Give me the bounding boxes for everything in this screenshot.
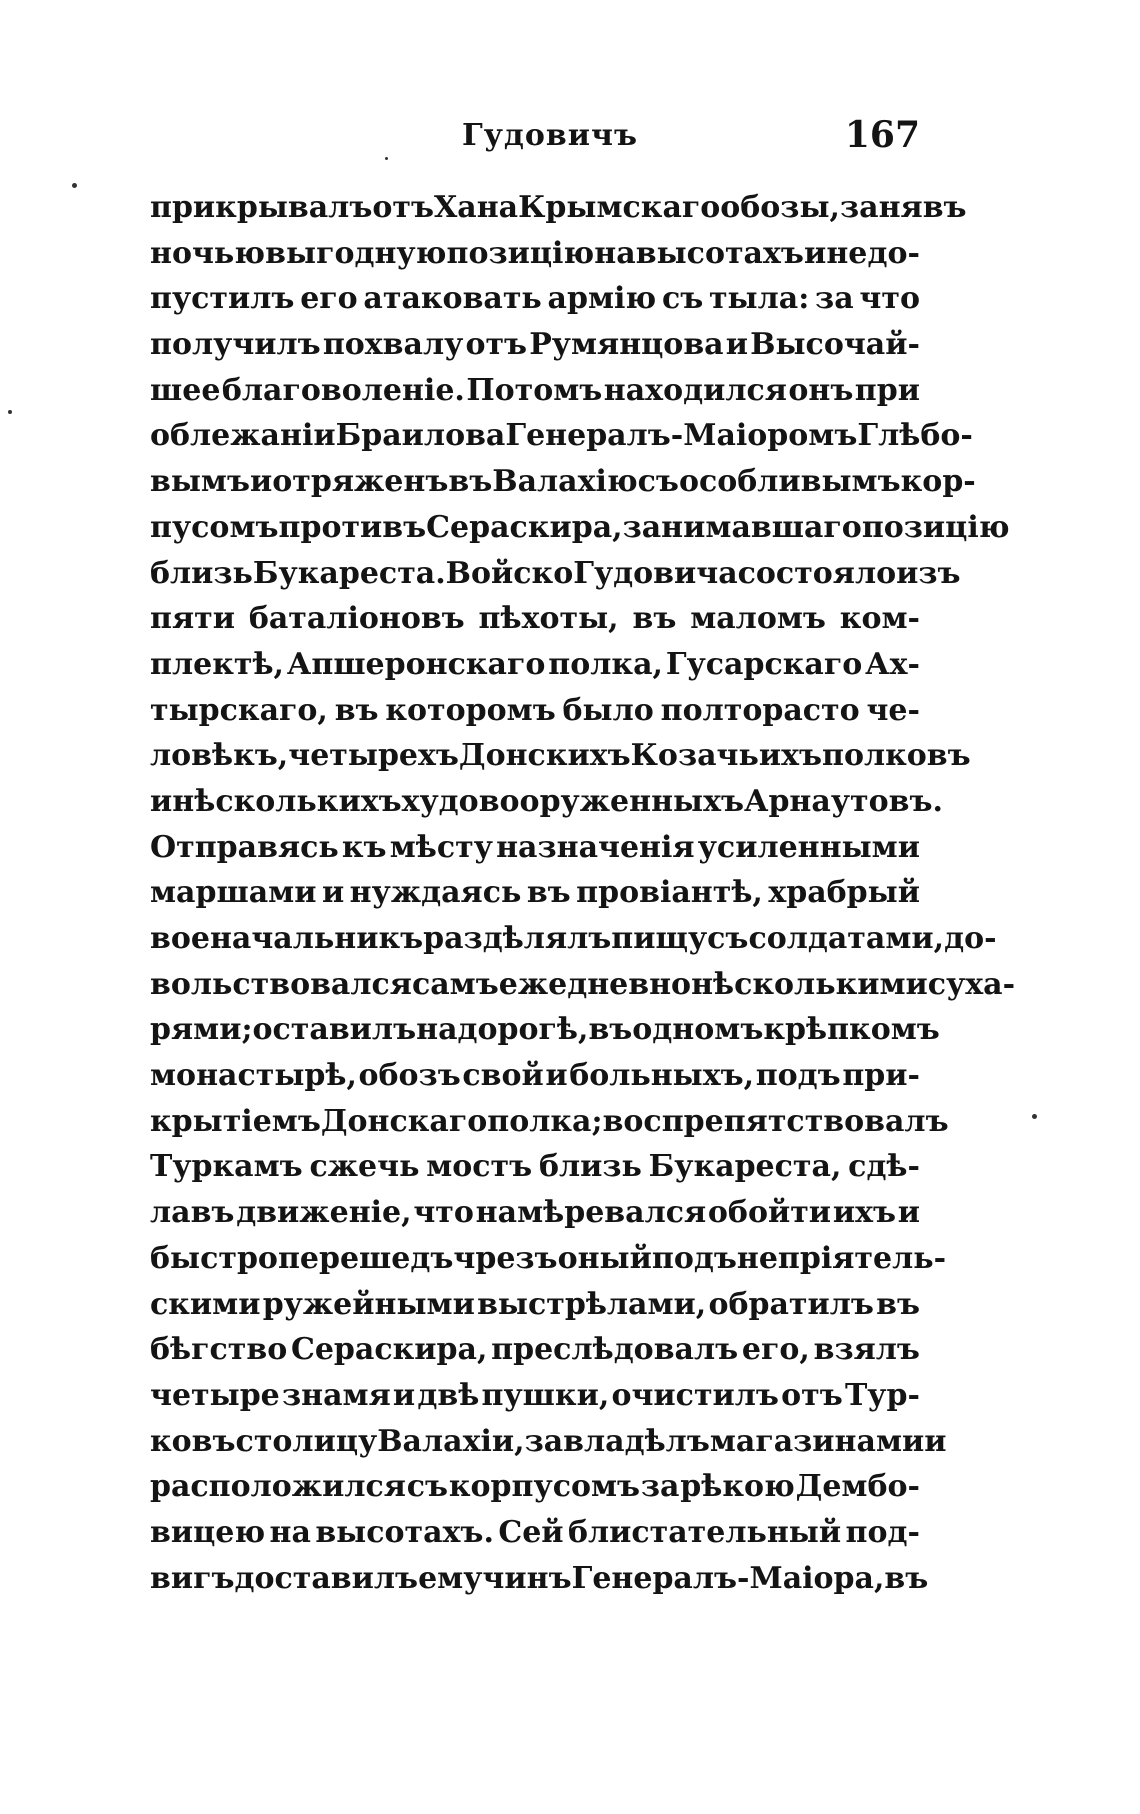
word: движеніе, (236, 1195, 412, 1231)
word: мостъ (426, 1149, 533, 1185)
word: близь (150, 555, 253, 591)
word: обойти (707, 1195, 832, 1231)
word: на (416, 1012, 458, 1048)
word: и (803, 235, 827, 271)
word: мѣсту (389, 829, 493, 865)
word: вооруженныхъ (478, 783, 745, 819)
word: до- (867, 235, 920, 271)
word: Ах- (865, 646, 920, 682)
word: и (725, 327, 748, 363)
word: Букареста, (648, 1149, 842, 1185)
word: и (924, 1423, 947, 1459)
text-line (150, 1053, 920, 1099)
word: Браилова (335, 418, 506, 454)
text-line (150, 962, 1016, 1008)
word: ловѣкъ, (150, 738, 289, 774)
word: благоволеніе. (221, 372, 465, 408)
word: ковъ (150, 1423, 236, 1459)
text-line (150, 596, 920, 642)
word: Арнаутовъ. (744, 783, 943, 819)
word: солдатами, (748, 921, 945, 956)
text-line (150, 1099, 949, 1145)
text-line (150, 1510, 920, 1556)
word: которомъ (385, 692, 556, 728)
word: крѣпкомъ (763, 1012, 940, 1048)
word: полторасто (660, 692, 860, 728)
word: въ (884, 1560, 929, 1596)
text-line (150, 825, 920, 871)
text-line (150, 1373, 920, 1419)
word: было (562, 692, 654, 728)
word: позицію (861, 509, 1010, 545)
word: что (413, 1195, 474, 1231)
body-text (150, 185, 1016, 1601)
word: Хана (433, 190, 519, 225)
word: при- (842, 1058, 920, 1094)
word: маломъ (690, 601, 826, 637)
word: полковъ (822, 738, 971, 774)
word: состояло (737, 555, 897, 591)
word: нѣсколькими (691, 966, 928, 1002)
word: Валахію (492, 464, 638, 500)
word: расположился (150, 1469, 406, 1505)
word: вымъ (150, 464, 250, 500)
word: облежаніи (150, 418, 336, 454)
word: въ (526, 875, 571, 911)
word: Дембо- (795, 1469, 920, 1505)
word: позицію (446, 235, 595, 271)
text-line (150, 1327, 920, 1373)
text-line (150, 870, 920, 916)
text-line (150, 459, 976, 505)
word: обозы, (720, 190, 840, 225)
word: и (150, 783, 173, 819)
word: подъ (755, 1058, 841, 1094)
word: въ (876, 1286, 920, 1322)
word: пустилъ (150, 281, 295, 317)
word: въ (448, 464, 493, 500)
word: быстро (150, 1240, 278, 1276)
word: подъ (651, 1240, 737, 1276)
word: въ (334, 692, 379, 728)
scan-speck (72, 183, 77, 188)
word: преслѣдовалъ (491, 1332, 739, 1368)
word: четырехъ (288, 738, 459, 774)
text-line (150, 1144, 920, 1190)
word: за (815, 281, 854, 317)
word: и (545, 1058, 568, 1094)
word: вольствовался (150, 966, 412, 1002)
word: тыла: (708, 281, 810, 317)
word: баталіоновъ (248, 601, 465, 637)
text-line (150, 1464, 920, 1510)
word: Высочай- (750, 327, 920, 363)
word: одномъ (632, 1012, 764, 1048)
word: за (640, 1469, 680, 1505)
word: его, (741, 1332, 810, 1368)
word: съ (707, 921, 749, 956)
word: Глѣбо- (857, 418, 973, 454)
word: Генералъ-Маіора, (571, 1560, 885, 1596)
text-line (150, 185, 967, 231)
word: высотахъ. (315, 1514, 494, 1550)
word: отъ (465, 327, 528, 363)
word: Туркамъ (150, 1149, 303, 1185)
word: вицею (150, 1514, 266, 1550)
text-line (150, 368, 920, 414)
word: ком- (839, 601, 920, 637)
word: военачальникъ (150, 921, 424, 956)
word: Сей (498, 1514, 564, 1550)
word: обозъ (358, 1058, 461, 1094)
word: сжечь (309, 1149, 420, 1185)
word: его (300, 281, 358, 317)
word: съ (661, 281, 704, 317)
word: Гудовича (573, 555, 738, 591)
word: ему (418, 1560, 483, 1596)
word: получилъ (150, 327, 321, 363)
text-line (150, 1007, 940, 1053)
running-title: Гудовичъ (462, 118, 638, 153)
word: высотахъ (635, 235, 804, 271)
text-line (150, 231, 920, 277)
word: Потомъ (466, 372, 603, 408)
word: онъ (788, 372, 854, 408)
word: находился (603, 372, 787, 408)
word: армію (547, 281, 657, 317)
word: тырскаго, (150, 692, 328, 728)
word: Донскихъ (458, 738, 631, 774)
word: и (321, 875, 345, 911)
scan-speck (8, 410, 12, 414)
word: Валахіи, (377, 1423, 525, 1459)
word: ихъ (832, 1195, 896, 1231)
word: больныхъ, (569, 1058, 755, 1094)
word: Войско (445, 555, 574, 591)
word: монастырѣ, (150, 1058, 357, 1094)
word: въ (588, 1012, 633, 1048)
word: рями; (150, 1012, 253, 1048)
text-line (150, 551, 961, 597)
word: Сераскира, (426, 509, 623, 545)
word: и (250, 464, 273, 500)
word: къ (341, 829, 387, 865)
word: изъ (896, 555, 961, 591)
word: Румянцова (529, 327, 724, 363)
word: завладѣлъ (524, 1423, 710, 1459)
word: плектѣ, (150, 646, 284, 682)
text-line (150, 322, 920, 368)
word: отряженъ (272, 464, 449, 500)
word: дорогѣ, (457, 1012, 589, 1048)
text-line (150, 276, 920, 322)
word: блистательный (567, 1514, 842, 1550)
word: Генералъ-Маіоромъ (505, 418, 858, 454)
word: что (859, 281, 920, 317)
text-line (150, 1236, 947, 1282)
word: под- (845, 1514, 920, 1550)
word: знамя (281, 1377, 391, 1413)
word: Апшеронскаго (286, 646, 546, 682)
word: худо (401, 783, 479, 819)
word: свой (462, 1058, 544, 1094)
word: съ (406, 1469, 449, 1505)
word: сдѣ- (848, 1149, 920, 1185)
word: прикрывалъ (150, 190, 373, 225)
word: выстрѣлами, (477, 1286, 707, 1322)
word: выгодную (265, 235, 447, 271)
word: вигъ (150, 1560, 235, 1596)
word: корпусомъ (448, 1469, 641, 1505)
word: полка, (548, 646, 663, 682)
word: шее (150, 372, 221, 408)
text-line (150, 1190, 920, 1236)
text-line (150, 1556, 929, 1602)
word: че- (866, 692, 920, 728)
word: близь (538, 1149, 642, 1185)
word: намѣревался (475, 1195, 707, 1231)
word: усиленными (697, 829, 920, 865)
word: скими (150, 1286, 261, 1322)
word: доставилъ (234, 1560, 419, 1596)
word: непріятель- (736, 1240, 947, 1276)
word: не (826, 235, 868, 271)
word: магазинами (709, 1423, 925, 1459)
word: пяти (150, 601, 235, 637)
word: храбрый (768, 875, 920, 911)
text-line (150, 1419, 947, 1465)
word: при (854, 372, 920, 408)
word: самъ (411, 966, 499, 1002)
text-line (150, 733, 971, 779)
word: отъ (781, 1377, 843, 1413)
word: противъ (278, 509, 427, 545)
word: до- (944, 921, 997, 956)
word: бѣгство (150, 1332, 288, 1368)
word: похвалу (322, 327, 464, 363)
word: съ (637, 464, 679, 500)
word: Козачьихъ (630, 738, 822, 774)
word: особливымъ (678, 464, 901, 500)
word: назначенія (496, 829, 695, 865)
word: пушки, (481, 1377, 610, 1413)
word: занимавшаго (622, 509, 862, 545)
word: Тур- (844, 1377, 920, 1413)
word: чрезъ (453, 1240, 558, 1276)
word: кор- (900, 464, 976, 500)
text-line (150, 688, 920, 734)
word: въ (632, 601, 677, 637)
word: столицу (235, 1423, 378, 1459)
text-line (150, 779, 943, 825)
page-number: 167 (844, 114, 920, 156)
text-line (150, 413, 973, 459)
word: нуждаясь (349, 875, 522, 911)
word: оставилъ (252, 1012, 417, 1048)
word: маршами (150, 875, 317, 911)
word: раздѣлялъ (423, 921, 612, 956)
word: на (594, 235, 636, 271)
word: двѣ (417, 1377, 480, 1413)
word: крытіемъ (150, 1103, 321, 1139)
word: провіантѣ, (576, 875, 763, 911)
text-line (150, 1282, 920, 1328)
word: чинъ (482, 1560, 572, 1596)
scan-speck (1032, 1114, 1037, 1119)
word: пищу (611, 921, 708, 956)
word: перешедъ (277, 1240, 454, 1276)
word: занявъ (839, 190, 967, 225)
word: лавъ (150, 1195, 235, 1231)
word: Донскаго (320, 1103, 488, 1139)
word: ночью (150, 235, 266, 271)
word: обратилъ (708, 1286, 874, 1322)
word: взялъ (813, 1332, 920, 1368)
word: Букареста. (252, 555, 446, 591)
word: пусомъ (150, 509, 279, 545)
word: рѣкою (680, 1469, 795, 1505)
text-line (150, 642, 920, 688)
word: атаковать (363, 281, 542, 317)
text-line (150, 505, 1010, 551)
word: Сераскира, (290, 1332, 488, 1368)
word: нѣсколькихъ (172, 783, 402, 819)
word: Отправясь (150, 829, 339, 865)
word: ружейными (262, 1286, 475, 1322)
word: Крымскаго (518, 190, 721, 225)
word: пѣхоты, (478, 601, 619, 637)
scan-speck (385, 157, 388, 160)
word: очистилъ (611, 1377, 779, 1413)
word: воспрепятствовалъ (602, 1103, 949, 1139)
word: Гусарскаго (665, 646, 863, 682)
word: ежедневно (498, 966, 692, 1002)
word: оный (557, 1240, 652, 1276)
word: полка; (487, 1103, 603, 1139)
word: и (897, 1195, 920, 1231)
running-head (150, 114, 920, 168)
text-line (150, 916, 997, 962)
word: суха- (927, 966, 1016, 1002)
word: на (269, 1514, 311, 1550)
word: и (392, 1377, 416, 1413)
word: отъ (372, 190, 434, 225)
word: четыре (150, 1377, 280, 1413)
